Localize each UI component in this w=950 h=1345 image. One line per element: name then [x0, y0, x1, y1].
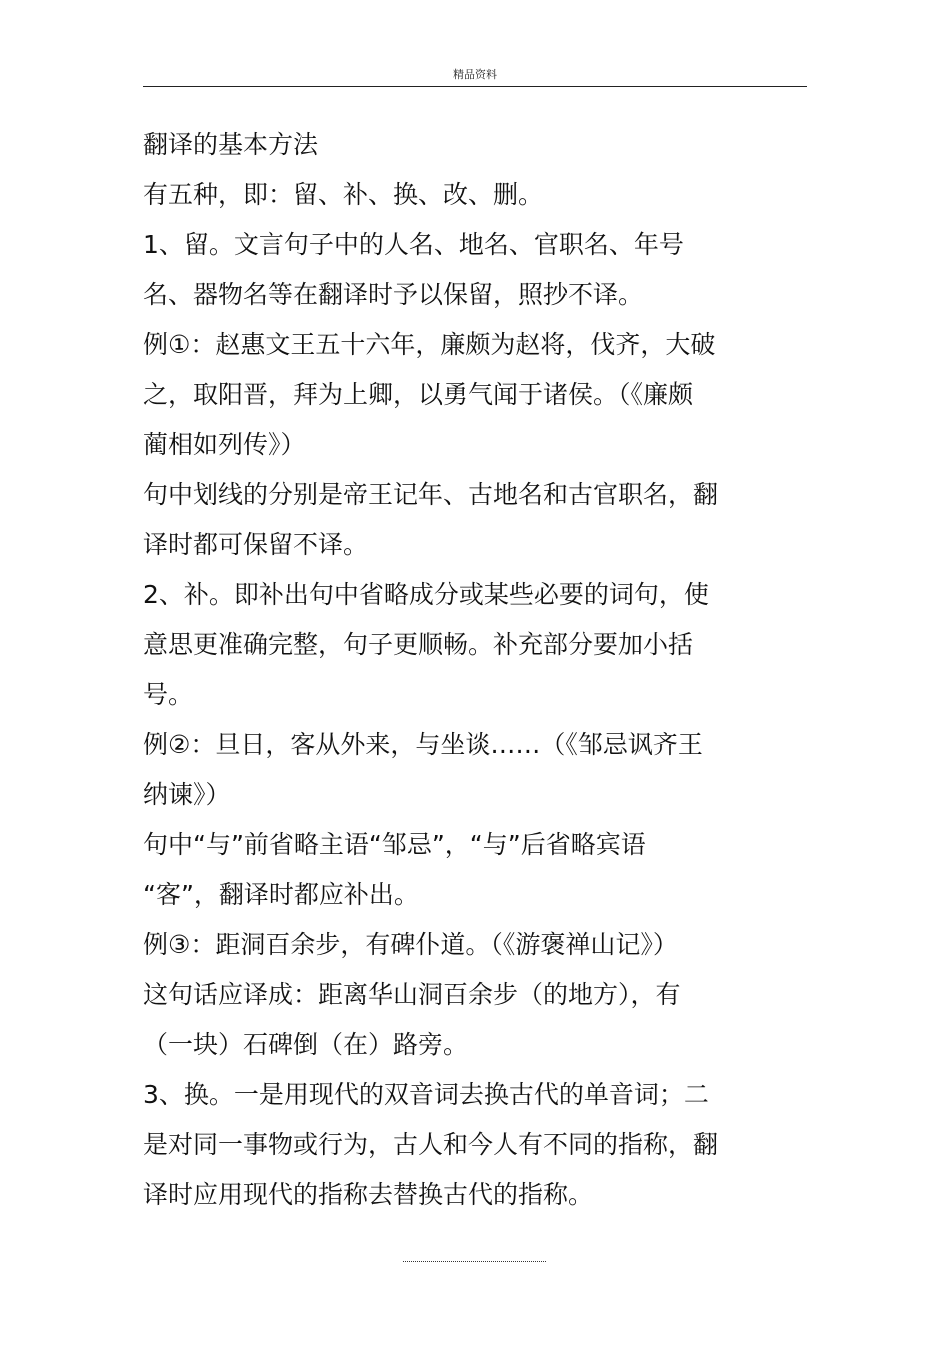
- text-line: 译时应用现代的指称去替换古代的指称。: [143, 1180, 594, 1209]
- page-header: [143, 64, 807, 87]
- footer-divider: [403, 1261, 546, 1262]
- text-line: 例③：距洞百余步，有碑仆道。（《游褒禅山记》）: [143, 930, 678, 959]
- text-line: （一块）石碑倒（在）路旁。: [143, 1030, 469, 1059]
- text-line: 名、器物名等在翻译时予以保留，照抄不译。: [143, 280, 644, 309]
- text-line: 例②：旦日，客从外来，与坐谈……（《邹忌讽齐王: [143, 730, 703, 759]
- text-line: 1、留。文言句子中的人名、地名、官职名、年号: [143, 230, 684, 259]
- text-line: 3、换。一是用现代的双音词去换古代的单音词；二: [143, 1080, 709, 1109]
- text-line: “客”，翻译时都应补出。: [143, 880, 419, 909]
- text-line: 号。: [143, 680, 194, 709]
- doc-title: 翻译的基本方法: [143, 130, 319, 159]
- header-title: 精品资料: [453, 68, 497, 81]
- text-line: 句中“与”前省略主语“邹忌”，“与”后省略宾语: [143, 830, 646, 859]
- text-line: 意思更准确完整，句子更顺畅。补充部分要加小括: [143, 630, 694, 659]
- text-line: 有五种，即：留、补、换、改、删。: [143, 180, 544, 209]
- text-line: 是对同一事物或行为，古人和今人有不同的指称，翻: [143, 1130, 719, 1159]
- text-line: 这句话应译成：距离华山洞百余步（的地方），有: [143, 980, 681, 1009]
- text-line: 例①：赵惠文王五十六年，廉颇为赵将，伐齐，大破: [143, 330, 716, 359]
- text-line: 2、补。即补出句中省略成分或某些必要的词句，使: [143, 580, 709, 609]
- text-line: 纳谏》）: [143, 780, 231, 809]
- text-line: 之，取阳晋，拜为上卿，以勇气闻于诸侯。（《廉颇: [143, 380, 694, 409]
- document-body: [143, 120, 773, 1220]
- text-line: 蔺相如列传》）: [143, 430, 306, 459]
- text-line: 译时都可保留不译。: [143, 530, 369, 559]
- text-line: 句中划线的分别是帝王记年、古地名和古官职名，翻: [143, 480, 719, 509]
